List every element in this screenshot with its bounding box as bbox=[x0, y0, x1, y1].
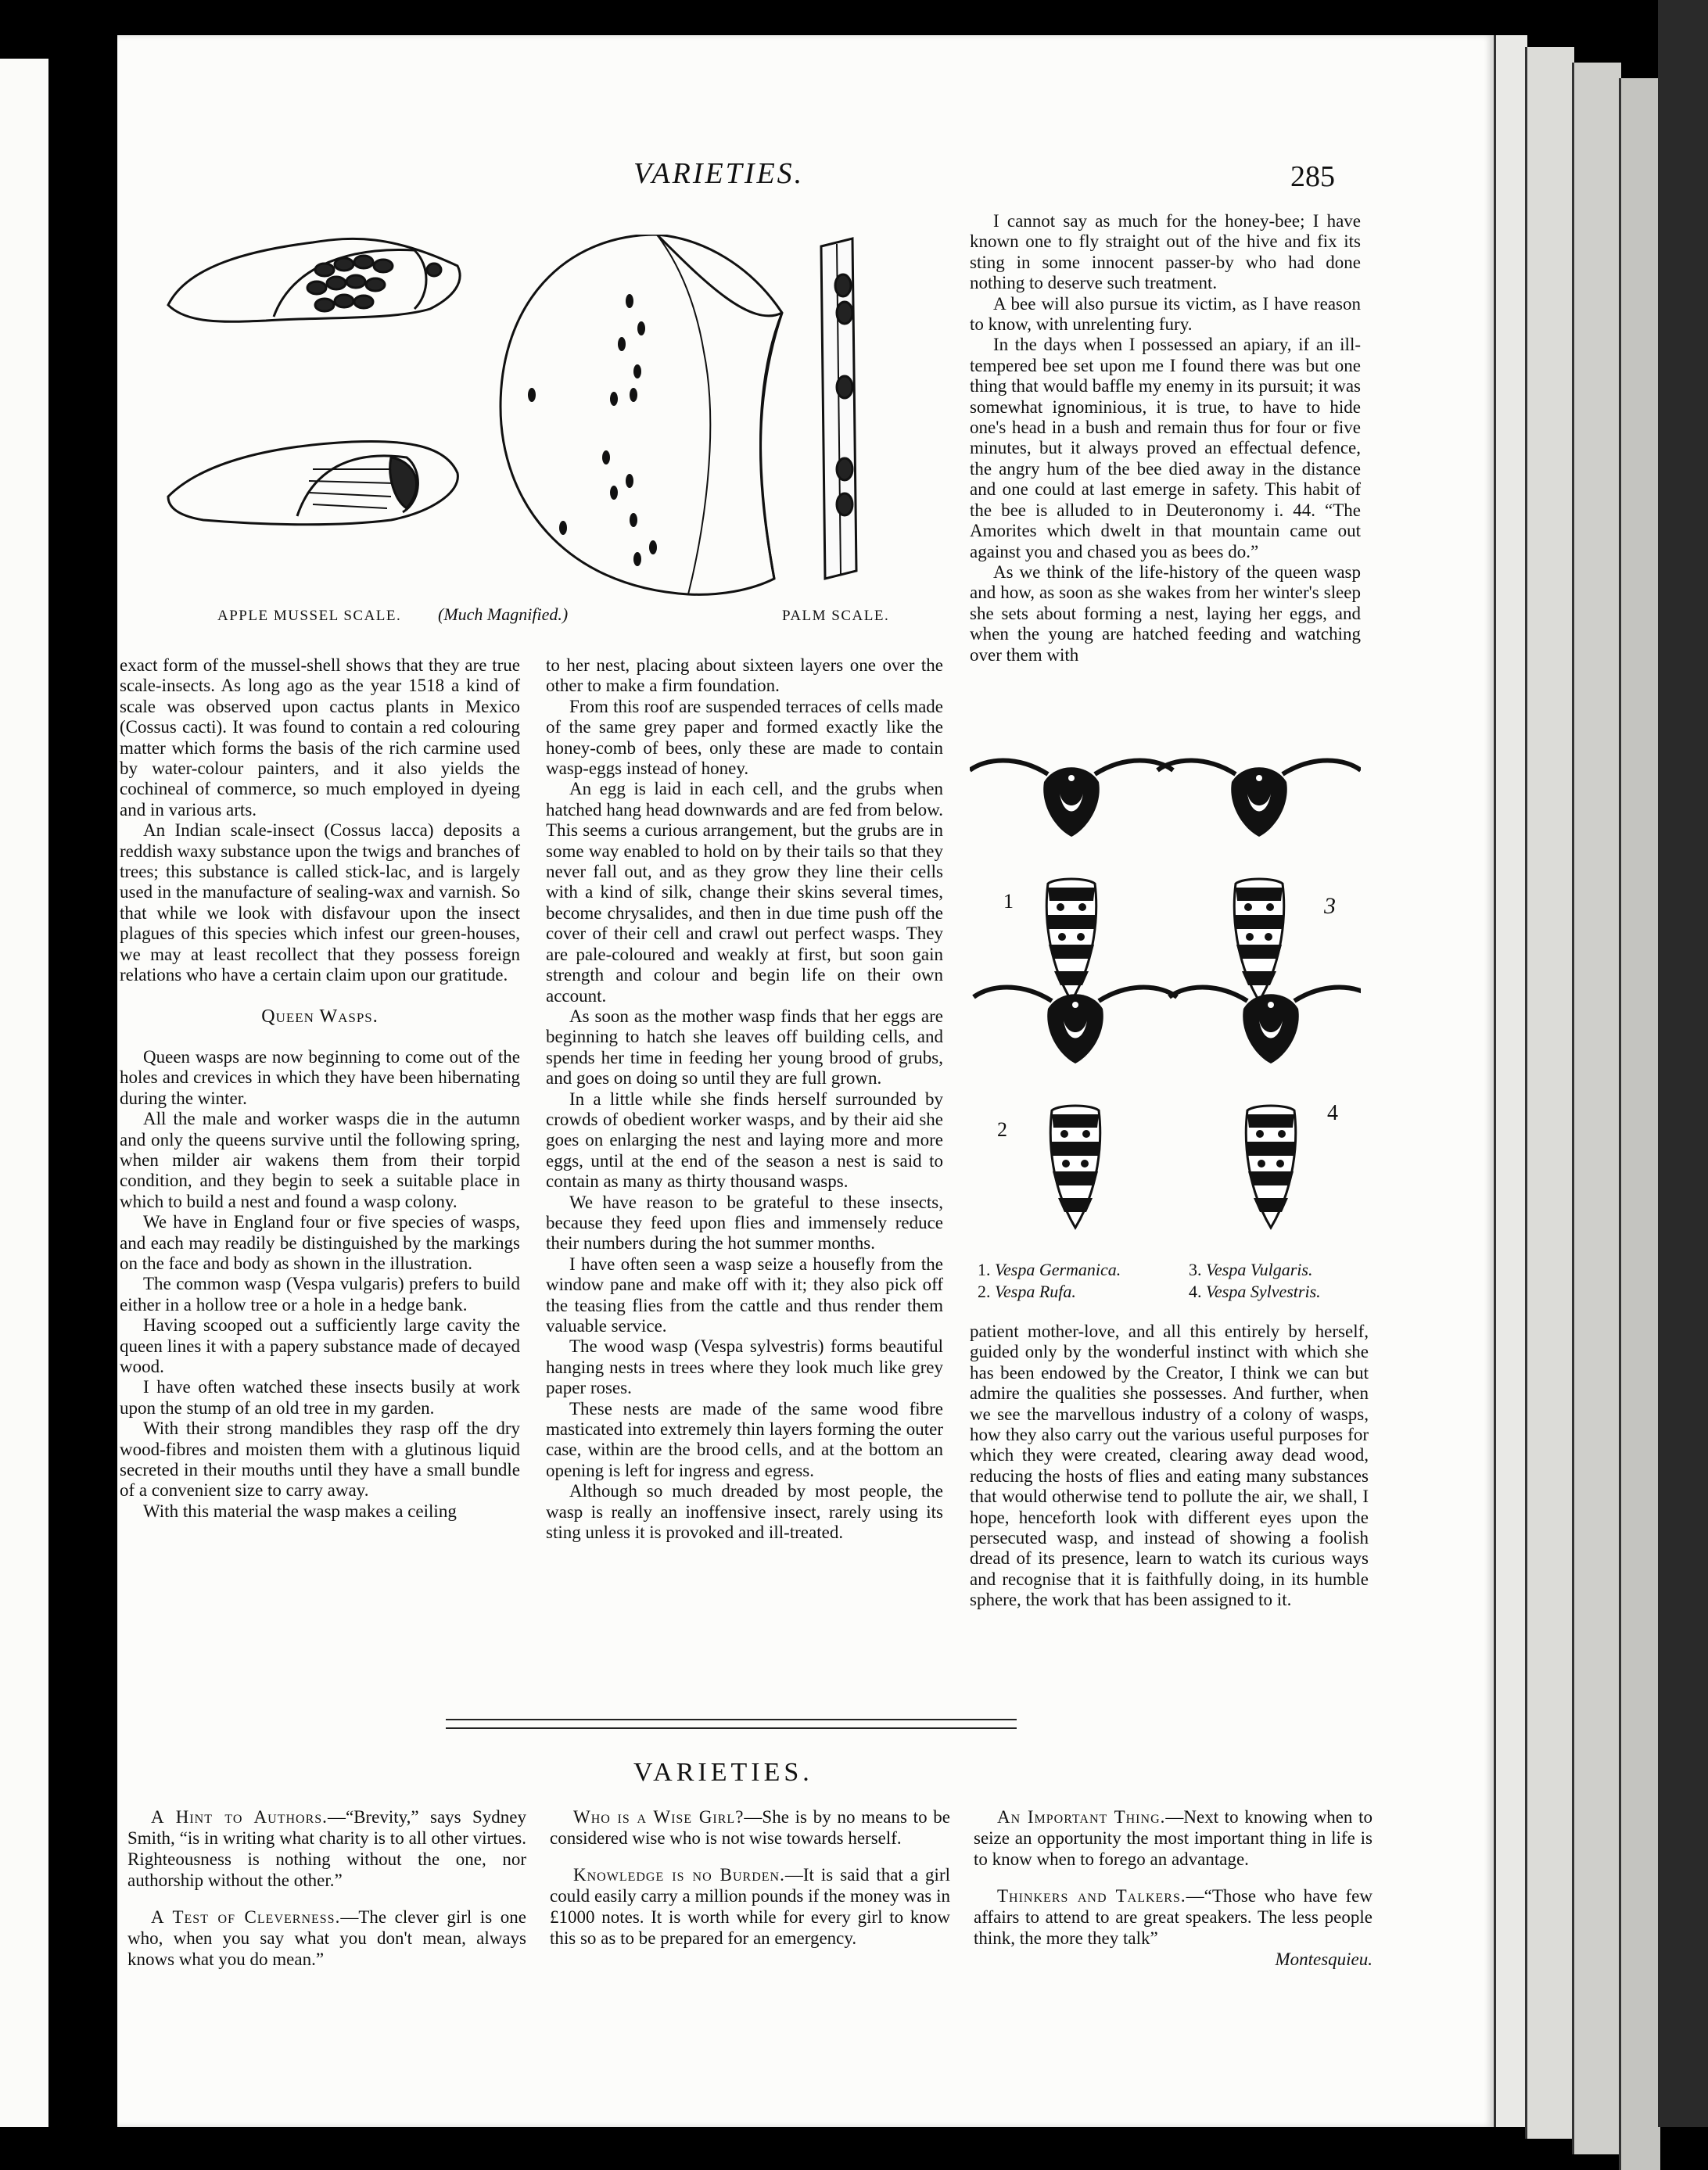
paragraph: As soon as the mother wasp finds that her eggs are beginning to hatch she leaves off building cells, and spends her time in feeding her young brood of grubs, and goes on doing so until they are full grown. bbox=[546, 1006, 943, 1089]
legend-number: 4. bbox=[1189, 1282, 1202, 1301]
variety-item bbox=[127, 1806, 526, 1891]
variety-item bbox=[974, 1806, 1372, 1870]
paragraph: The wood wasp (Vespa sylvestris) forms beautiful hanging nests in trees where they look much like grey paper roses. bbox=[546, 1336, 943, 1398]
running-head: VARIETIES. bbox=[633, 157, 805, 190]
variety-text: —Next to knowing when to seize an opportunity the most important thing in life is to know when to forego an advantage. bbox=[974, 1807, 1372, 1869]
apple-mussel-scale-caption: APPLE MUSSEL SCALE. bbox=[217, 608, 402, 624]
paragraph: From this roof are suspended terraces of cells made of the same grey paper and formed exactly like the honey-comb of bees, only these are made to contain wasp-eggs instead of honey. bbox=[546, 696, 943, 779]
paragraph: to her nest, placing about sixteen layers one over the other to make a firm foundation. bbox=[546, 655, 943, 696]
paragraph: An egg is laid in each cell, and the grubs when hatched hang head downwards and are fed from below. This seems a curious arrangement, but the grubs are in some way enabled to hold on by their tails so that they never fall out, and as they grow they line their cells with a kind of silk, change their skins several times, become chrysalides, and then in due time push off the cover of their cell and crawl out perfect wasps. They are pale-coloured and weakly at first, but soon gain strength and colour and begin life on their own account. bbox=[546, 779, 943, 1006]
legend-species: Vespa Vulgaris. bbox=[1206, 1260, 1313, 1279]
paragraph: patient mother-love, and all this entirely by herself, guided only by the wonderful instinct with which she has been endowed by the Creator, I think we can but admire the qualities she possesses. And further, when we see the marvellous industry of a colony of wasps, how they also carry out the various useful purposes for which they were created, clearing away dead wood, reducing the hosts of flies and eating many substances that would otherwise tend to pollute the air, we shall, I hope, henceforth look with different eyes upon the persecuted wasp, and instead of showing a foolish dread of its presence, learn to watch its curious ways and recognise that it is faithfully doing, in its humble sphere, the work that has been assigned to it. bbox=[970, 1322, 1369, 1610]
book-cover-edge bbox=[1658, 0, 1708, 2127]
variety-text: —She is by no means to be considered wise who is not wise towards herself. bbox=[550, 1807, 951, 1848]
paragraph: I cannot say as much for the honey-bee; I have known one to fly straight out of the hive and fix its sting in some innocent passer-by who had done nothing to deserve such treatment. bbox=[970, 211, 1361, 293]
variety-title: Thinkers and Talkers. bbox=[997, 1886, 1186, 1906]
variety-text: —It is said that a girl could easily carry a million pounds if the money was in £1000 notes. It is worth while for every girl to know this so as to be prepared for an emergency. bbox=[550, 1865, 950, 1948]
page-stack-edge bbox=[1494, 35, 1527, 2127]
paragraph: I have often seen a wasp seize a housefly from the window pane and make off with it; they also pick off the teasing flies from the cattle and thus render them valuable service. bbox=[546, 1254, 943, 1336]
text-column-2 bbox=[546, 655, 943, 1543]
legend-entry bbox=[978, 1281, 1189, 1303]
paragraph: An Indian scale-insect (Cossus lacca) deposits a reddish waxy substance upon the twigs and branches of trees; this substance is called stick-lac, and is largely used in the manufacture of sealing-wax and varnish. So that while we look with disfavour upon the insect plagues of this species which infest our green-houses, we may at least recollect that they possess foreign relations who have a certain claim upon our gratitude. bbox=[120, 820, 520, 985]
figure-number-2: 2 bbox=[997, 1118, 1007, 1141]
variety-title: Knowledge is no Burden. bbox=[573, 1865, 785, 1885]
variety-title: An Important Thing. bbox=[997, 1807, 1166, 1827]
text-column-1 bbox=[120, 655, 520, 1522]
page-stack-edge bbox=[1619, 78, 1660, 2170]
apple-mussel-scale-lower bbox=[168, 441, 458, 524]
varieties-column-2 bbox=[550, 1806, 950, 1964]
variety-item bbox=[127, 1906, 526, 1970]
paragraph: exact form of the mussel-shell shows that they are true scale-insects. As long ago as the year 1518 a kind of scale was observed upon cactus plants in Mexico (Cossus cacti). It was found to contain a red colouring matter which forms the basis of the rich carmine used by water-colour painters, and it also yields the cochineal of commerce, so much employed in dyeing and in various arts. bbox=[120, 655, 520, 820]
queen-wasps-illustration bbox=[970, 743, 1361, 1259]
section-heading: Queen Wasps. bbox=[261, 1006, 379, 1027]
variety-title: A Hint to Authors. bbox=[151, 1807, 328, 1827]
figure-number-4: 4 bbox=[1327, 1101, 1338, 1125]
legend-species: Vespa Rufa. bbox=[995, 1282, 1076, 1301]
text-column-3-bottom bbox=[970, 1322, 1369, 1611]
paragraph: With their strong mandibles they rasp off the dry wood-fibres and moisten them with a glutinous liquid secreted in their mouths until they have a small bundle of a convenient size to carry away. bbox=[120, 1419, 520, 1501]
varieties-column-3 bbox=[974, 1806, 1372, 1970]
paragraph: These nests are made of the same wood fibre masticated into extremely thin layers forming the outer case, within are the brood cells, and at the bottom an opening is left for ingress and egress. bbox=[546, 1398, 943, 1480]
quote-attribution: Montesquieu. bbox=[1275, 1949, 1372, 1969]
legend-number: 2. bbox=[978, 1282, 991, 1301]
variety-title: A Test of Cleverness. bbox=[151, 1907, 341, 1927]
paragraph: I have often watched these insects busily at work upon the stump of an old tree in my garden. bbox=[120, 1377, 520, 1418]
legend-number: 1. bbox=[978, 1260, 991, 1279]
page-stack-edge bbox=[1572, 63, 1621, 2154]
paragraph: Queen wasps are now beginning to come out of the holes and crevices in which they have been hibernating during the winter. bbox=[120, 1046, 520, 1108]
paragraph: Although so much dreaded by most people, the wasp is really an inoffensive insect, rarely using its sting unless it is provoked and ill-treated. bbox=[546, 1481, 943, 1543]
legend-number: 3. bbox=[1189, 1260, 1202, 1279]
paragraph: The common wasp (Vespa vulgaris) prefers to build either in a hollow tree or a hole in a hedge bank. bbox=[120, 1274, 520, 1315]
variety-item bbox=[550, 1806, 950, 1849]
paragraph: All the male and worker wasps die in the autumn and only the queens survive until the following spring, when milder air wakens them from their torpid condition, and they begin to seek a suitable place in which to build a nest and found a wasp colony. bbox=[120, 1109, 520, 1211]
wasp-2-vespa-rufa bbox=[974, 988, 1177, 1228]
section-divider bbox=[446, 1719, 1017, 1729]
figure-number-1: 1 bbox=[1003, 890, 1014, 913]
palm-scale-caption: PALM SCALE. bbox=[782, 608, 890, 624]
palm-scale-leaf bbox=[821, 239, 856, 579]
variety-text: —“Those who have few affairs to attend to are great speakers. The less people think, the more they talk” bbox=[974, 1886, 1372, 1948]
paragraph: In the days when I possessed an apiary, if an ill-tempered bee set upon me I found there was but one thing that would baffle my enemy in its pursuit; it was somewhat ignominious, it is true, to have to hide one's head in a bush and remain thus for four or five minutes, but it always proved an effectual defence, the angry hum of the bee died away in the distance and one could at last emerge in safety. This habit of the bee is alluded to in Deuteronomy i. 44. “The Amorites which dwelt in that mountain came out against you and chased you as bees do.” bbox=[970, 335, 1361, 561]
scale-insect-illustration bbox=[156, 235, 907, 610]
paragraph: In a little while she finds herself surrounded by crowds of obedient worker wasps, and by their aid she goes on enlarging the nest and laying more and more eggs, until at the end of the season a nest is said to contain as many as thirty thousand wasps. bbox=[546, 1089, 943, 1192]
legend-entry bbox=[978, 1259, 1189, 1281]
varieties-column-1 bbox=[127, 1806, 526, 1985]
page-stack-edge bbox=[1525, 47, 1574, 2139]
paragraph: With this material the wasp makes a ceiling bbox=[143, 1501, 457, 1521]
legend-entry bbox=[1189, 1281, 1321, 1303]
page-number: 285 bbox=[1290, 160, 1335, 193]
legend-species: Vespa Sylvestris. bbox=[1206, 1282, 1321, 1301]
variety-text: —“Brevity,” says Sydney Smith, “is in writing what charity is to all other virtues. Righteousness is nothing without the one, nor authorship without the other.” bbox=[127, 1807, 526, 1890]
paragraph: We have reason to be grateful to these insects, because they feed upon flies and immensely reduce their numbers during the hot summer months. bbox=[546, 1192, 943, 1254]
wasp-3-vespa-vulgaris bbox=[1157, 761, 1361, 1002]
wasp-species-legend bbox=[978, 1259, 1369, 1303]
variety-title: Who is a Wise Girl? bbox=[573, 1807, 745, 1827]
legend-entry bbox=[1189, 1259, 1312, 1281]
legend-species: Vespa Germanica. bbox=[995, 1260, 1121, 1279]
paragraph: Having scooped out a sufficiently large cavity the queen lines it with a papery substance made of decayed wood. bbox=[120, 1315, 520, 1376]
variety-text: —The clever girl is one who, when you say what you don't mean, always knows what you do mean.” bbox=[127, 1907, 526, 1969]
variety-item bbox=[974, 1885, 1372, 1949]
variety-item bbox=[550, 1864, 950, 1949]
apple-mussel-scale-upper bbox=[168, 239, 460, 321]
wasp-1-vespa-germanica bbox=[970, 761, 1173, 1002]
facing-page-edge bbox=[0, 59, 48, 2127]
paragraph: We have in England four or five species of wasps, and each may readily be distinguished by the markings on the face and body as shown in the illustration. bbox=[120, 1212, 520, 1273]
varieties-heading: VARIETIES. bbox=[633, 1758, 813, 1787]
apple-with-scales bbox=[501, 235, 782, 594]
figure-number-3: 3 bbox=[1324, 893, 1336, 919]
text-column-3-top bbox=[970, 211, 1361, 665]
magnification-caption: (Much Magnified.) bbox=[438, 604, 569, 624]
paragraph: A bee will also pursue its victim, as I have reason to know, with unrelenting fury. bbox=[970, 293, 1361, 335]
paragraph: As we think of the life-history of the queen wasp and how, as soon as she wakes from her winter's sleep she sets about forming a nest, laying her eggs, and when the young are hatched feeding and watching over them with bbox=[970, 561, 1361, 665]
